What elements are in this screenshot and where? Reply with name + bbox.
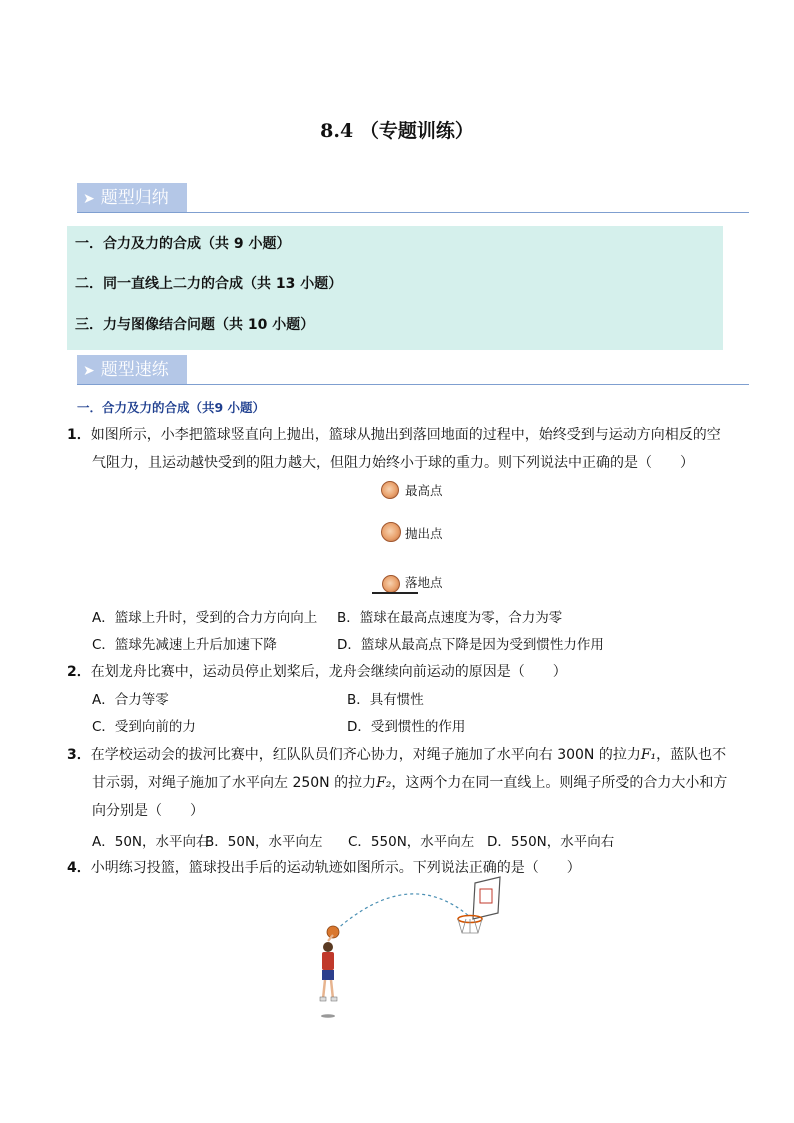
force-symbol: F₂ [376, 775, 392, 791]
question-2-line-1 [67, 661, 567, 681]
backboard [473, 877, 500, 919]
section-tag [77, 183, 187, 213]
arrow-icon: ➤ [83, 191, 95, 207]
topic-item: 一．合力及力的合成（共 9 小题） [75, 236, 291, 252]
section-divider [77, 384, 749, 385]
ground-line [372, 592, 418, 594]
option-d[interactable]: D．受到惯性的作用 [347, 719, 466, 735]
section-label: 题型归纳 [100, 188, 169, 208]
trajectory-line [336, 894, 470, 930]
basketball-shot-figure [300, 875, 530, 1025]
player-jersey [322, 952, 334, 970]
force-symbol: F₁ [640, 747, 657, 763]
section-tag [77, 355, 187, 385]
option-a[interactable]: A．50N，水平向右 [92, 834, 210, 850]
question-number: 2． [67, 664, 91, 680]
question-text: ，这两个力在同一直线上。则绳子所受的合力大小和方 [391, 775, 728, 791]
question-text: 小明练习投篮，篮球投出手后的运动轨迹如图所示。下列说法正确的是（ ） [90, 860, 581, 876]
figure-label-ground: 落地点 [405, 575, 443, 590]
section-header-summary [77, 183, 749, 213]
option-d[interactable]: D．篮球从最高点下降是因为受到惯性力作用 [337, 637, 604, 653]
player-shadow [321, 1014, 335, 1018]
option-c[interactable]: C．受到向前的力 [92, 719, 196, 735]
question-text: 在划龙舟比赛中，运动员停止划桨后，龙舟会继续向前运动的原因是（ ） [90, 664, 567, 680]
question-4-line-1 [67, 857, 581, 877]
option-c[interactable]: C．550N，水平向左 [348, 834, 475, 850]
question-1-line-2: 气阻力，且运动越快受到的阻力越大，但阻力始终小于球的重力。则下列说法中正确的是（ ） [92, 455, 694, 471]
section-label: 题型速练 [100, 360, 169, 380]
player-shorts [322, 970, 334, 980]
topic-item: 二．同一直线上二力的合成（共 13 小题） [75, 276, 343, 292]
section-header-practice [77, 355, 749, 385]
question-text: ，蓝队也不 [656, 747, 727, 763]
option-c[interactable]: C．篮球先减速上升后加速下降 [92, 637, 277, 653]
question-number: 1． [67, 427, 91, 443]
basketball-icon [381, 481, 399, 499]
arrow-icon: ➤ [83, 363, 95, 379]
player-head [323, 942, 333, 952]
option-d[interactable]: D．550N，水平向右 [487, 834, 615, 850]
option-b[interactable]: B．50N，水平向左 [205, 834, 323, 850]
option-a[interactable]: A．篮球上升时，受到的合力方向向上 [92, 610, 318, 626]
topic-list [67, 226, 723, 350]
question-text: 在学校运动会的拔河比赛中，红队队员们齐心协力，对绳子施加了水平向右 300N 的拉力 [90, 747, 641, 763]
option-b[interactable]: B．篮球在最高点速度为零，合力为零 [337, 610, 563, 626]
category-title: 一．合力及力的合成（共9 小题） [77, 400, 266, 415]
question-3-line-3: 向分别是（ ） [92, 803, 204, 819]
question-text: 甘示弱，对绳子施加了水平向左 250N 的拉力 [92, 775, 377, 791]
page-title: 8.4 （专题训练） [320, 120, 474, 142]
figure-label-top: 最高点 [405, 483, 443, 498]
question-text: 如图所示，小李把篮球竖直向上抛出，篮球从抛出到落回地面的过程中，始终受到与运动方向相反的空 [90, 427, 721, 443]
topic-item: 三．力与图像结合问题（共 10 小题） [75, 317, 315, 333]
basketball-icon [381, 522, 401, 542]
question-number: 4． [67, 860, 91, 876]
section-divider [77, 212, 749, 213]
option-b[interactable]: B．具有惯性 [347, 692, 424, 708]
question-3-line-2 [92, 772, 727, 792]
question-1-line-1 [67, 424, 721, 444]
question-3-line-1 [67, 744, 726, 764]
basketball-icon [382, 575, 400, 593]
question-number: 3． [67, 747, 91, 763]
figure-label-throw: 抛出点 [405, 526, 443, 541]
option-a[interactable]: A．合力等零 [92, 692, 169, 708]
